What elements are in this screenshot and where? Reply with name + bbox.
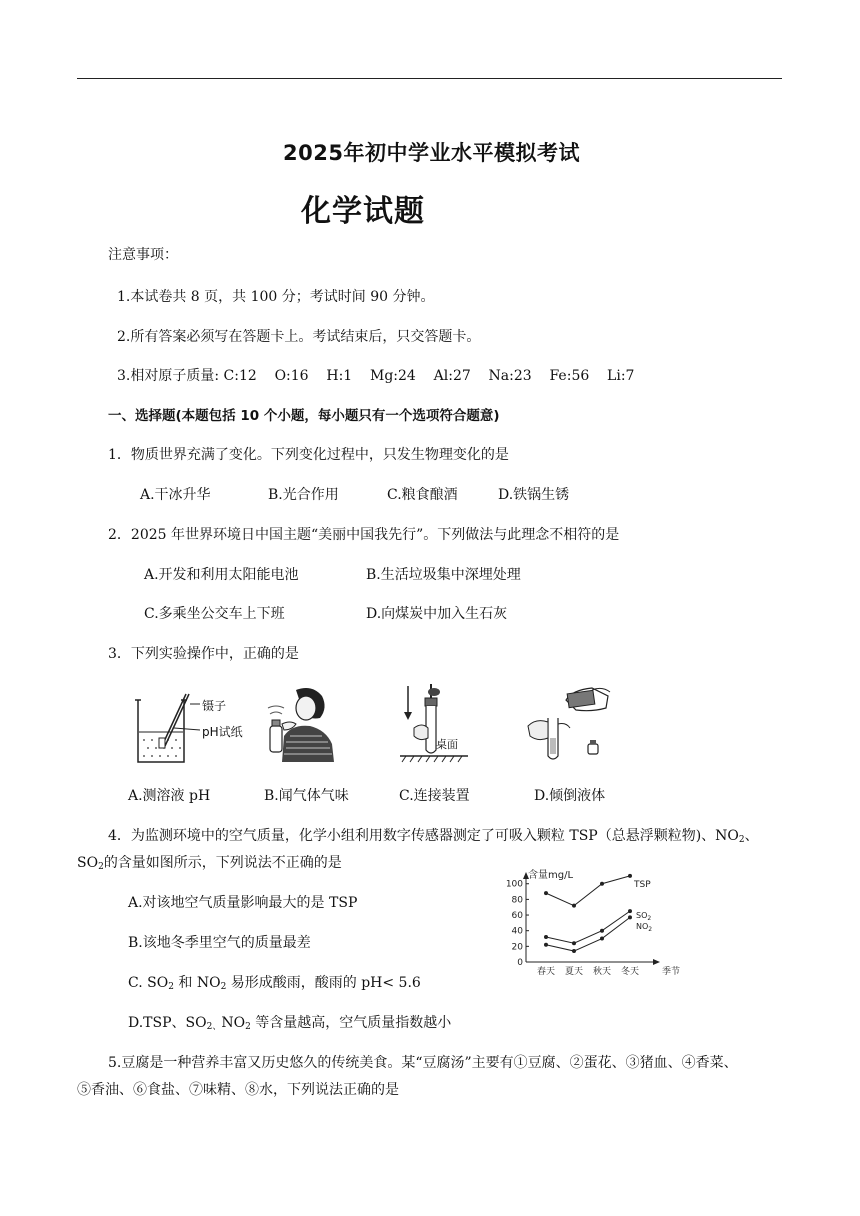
x-tick-label: 秋天 — [592, 967, 612, 977]
q2-option-b[interactable]: B.生活垃圾集中深埋处理 — [366, 567, 521, 583]
pour-liquid-figure — [522, 682, 614, 766]
note-item: 3.相对原子质量: C:12 O:16 H:1 Mg:24 Al:27 Na:23 Fe:56 Li:7 — [117, 368, 635, 384]
exam-title: 2025年初中学业水平模拟考试 — [283, 141, 580, 165]
q3-stem: 3．下列实验操作中，正确的是 — [108, 646, 299, 662]
q4-option-d[interactable]: D.TSP、$SO_{2、}NO_2$ 等含量越高，空气质量指数越小 — [128, 1015, 452, 1032]
ph-paper-label: pH试纸 — [202, 725, 243, 739]
q3-option-c[interactable]: C.连接装置 — [399, 788, 470, 804]
smell-gas-figure — [262, 684, 338, 764]
connect-apparatus-figure — [394, 682, 474, 766]
q2-option-c[interactable]: C.多乘坐公交车上下班 — [144, 606, 285, 622]
y-tick-label: 80 — [511, 895, 523, 906]
q3-option-d[interactable]: D.倾倒液体 — [534, 788, 606, 804]
q1-option-d[interactable]: D.铁锅生锈 — [498, 487, 570, 503]
subject-title: 化学试题 — [301, 194, 425, 229]
y-tick-label: 60 — [511, 911, 523, 922]
q2-stem: 2．2025 年世界环境日中国主题“美丽中国我先行”。下列做法与此理念不相符的是 — [108, 527, 620, 543]
q4-option-b[interactable]: B.该地冬季里空气的质量最差 — [128, 935, 311, 951]
q1-option-c[interactable]: C.粮食酿酒 — [387, 487, 458, 503]
point-tsp — [544, 891, 548, 895]
x-tick-label: 春天 — [536, 967, 556, 977]
point-no2 — [572, 949, 576, 953]
q1-stem: 1．物质世界充满了变化。下列变化过程中，只发生物理变化的是 — [108, 447, 509, 463]
section-title: 一、选择题(本题包括 10 个小题，每小题只有一个选项符合题意) — [108, 408, 500, 424]
point-so2 — [600, 929, 604, 933]
point-so2 — [572, 941, 576, 945]
point-no2 — [600, 937, 604, 941]
q2-option-d[interactable]: D.向煤炭中加入生石灰 — [366, 606, 508, 622]
q5-stem-line1: 5.豆腐是一种营养丰富又历史悠久的传统美食。某“豆腐汤”主要有①豆腐、②蛋花、③猪血、④香菜、 — [108, 1055, 738, 1071]
x-tick-label: 夏天 — [564, 967, 584, 977]
x-axis-label: 季节 — [662, 967, 681, 977]
y-tick-label: 40 — [511, 926, 523, 937]
point-no2 — [544, 943, 548, 947]
q1-option-a[interactable]: A.干冰升华 — [140, 487, 211, 503]
series-line-no2 — [546, 917, 630, 951]
x-axis-arrow — [653, 959, 660, 965]
point-tsp — [628, 874, 632, 878]
tweezers-label: 镊子 — [202, 699, 227, 713]
y-tick-label: 20 — [511, 942, 523, 953]
y-tick-label: 0 — [517, 958, 523, 968]
note-item: 1.本试卷共 8 页，共 100 分；考试时间 90 分钟。 — [117, 289, 435, 305]
q4-option-c[interactable]: C. $SO_2$ 和 $NO_2$ 易形成酸雨，酸雨的 pH< 5.6 — [128, 975, 421, 992]
point-so2 — [628, 909, 632, 913]
q4-option-a[interactable]: A.对该地空气质量影响最大的是 TSP — [128, 895, 358, 911]
notes-heading: 注意事项： — [108, 247, 178, 263]
q3-option-b[interactable]: B.闻气体气味 — [264, 788, 349, 804]
q2-option-a[interactable]: A.开发和利用太阳能电池 — [144, 567, 299, 583]
legend-no2: $NO_2$ — [636, 922, 653, 933]
q4-stem-line2: $SO_2$的含量如图所示，下列说法不正确的是 — [77, 855, 342, 872]
note-item: 2.所有答案必须写在答题卡上。考试结束后，只交答题卡。 — [117, 329, 481, 345]
q1-option-b[interactable]: B.光合作用 — [268, 487, 339, 503]
desk-label: 桌面 — [436, 738, 458, 751]
q4-stem-line1: 4．为监测环境中的空气质量，化学小组利用数字传感器测定了可吸入颗粒 TSP（总悬浮颗粒物)、$NO_2$、 — [108, 828, 759, 845]
air-quality-line-chart — [502, 866, 682, 978]
q3-option-a[interactable]: A.测溶液 pH — [128, 788, 211, 804]
point-so2 — [544, 935, 548, 939]
top-rule — [77, 78, 782, 79]
point-tsp — [572, 904, 576, 908]
y-tick-label: 100 — [505, 879, 523, 890]
y-axis-label: 含量mg/L — [528, 870, 574, 881]
legend-so2: $SO_2$ — [636, 911, 652, 922]
point-tsp — [600, 882, 604, 886]
x-tick-label: 冬天 — [620, 967, 640, 977]
point-no2 — [628, 915, 632, 919]
legend-tsp: TSP — [634, 880, 651, 890]
q5-stem-line2: ⑤香油、⑥食盐、⑦味精、⑧水，下列说法正确的是 — [77, 1082, 399, 1098]
